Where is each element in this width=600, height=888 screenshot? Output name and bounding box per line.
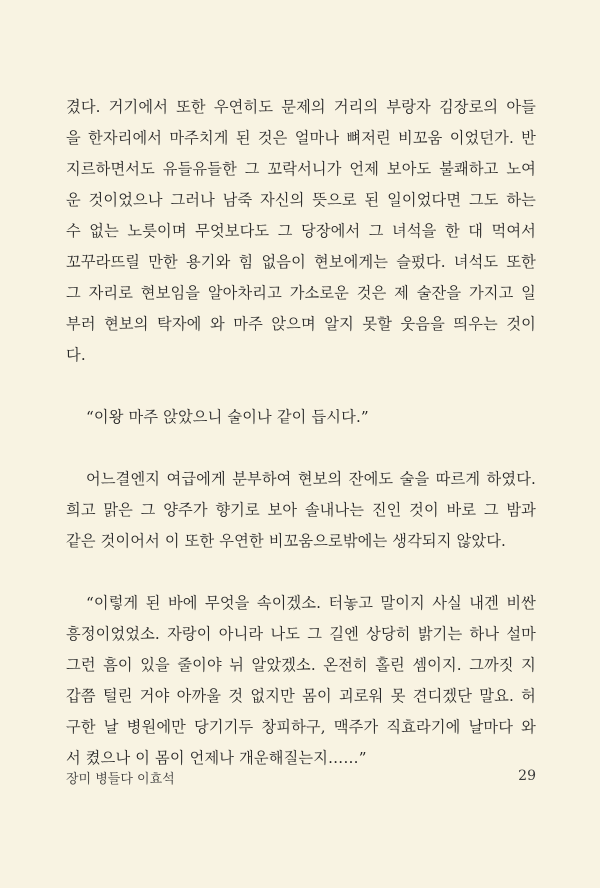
text-line: “이왕 마주 앉았으니 술이나 같이 듭시다.” bbox=[86, 408, 369, 426]
text-line: “이렇게 된 바에 무엇을 속이겠소. 터놓고 말이지 사실 내겐 비싼 bbox=[86, 594, 536, 612]
text-line: 꼬꾸라뜨릴 만한 용기와 힘 없음이 현보에게는 슬펐다. 녀석도 또한 bbox=[66, 253, 536, 271]
text-line: 희고 맑은 그 양주가 향기로 보아 솔내나는 진인 것이 바로 그 밤과 bbox=[66, 501, 536, 519]
text-line: 부러 현보의 탁자에 와 마주 앉으며 알지 못할 웃음을 띄우는 것이 bbox=[66, 315, 536, 333]
text-line: 서 켰으나 이 몸이 언제나 개운해질는지……” bbox=[66, 749, 367, 767]
text-line: 운 것이었으나 그러나 남죽 자신의 뜻으로 된 일이었다면 그도 하는 bbox=[66, 191, 536, 209]
text-line: 다. bbox=[66, 346, 86, 364]
running-title: 장미 병들다 이효석 bbox=[66, 772, 175, 787]
text-line: 지르하면서도 유들유들한 그 꼬락서니가 언제 보아도 불쾌하고 노여 bbox=[66, 160, 536, 178]
body-text bbox=[66, 92, 536, 774]
text-line: 겼다. 거기에서 또한 우연히도 문제의 거리의 부랑자 김장로의 아들 bbox=[66, 98, 536, 116]
paragraph-4-dialogue bbox=[66, 588, 536, 774]
text-line: 그런 흠이 있을 줄이야 뉘 알았겠소. 온전히 홀린 셈이지. 그까짓 지 bbox=[66, 656, 536, 674]
paragraph-3 bbox=[66, 464, 536, 557]
paragraph-2-dialogue bbox=[66, 402, 536, 433]
text-line: 어느결엔지 여급에게 분부하여 현보의 잔에도 술을 따르게 하였다. bbox=[86, 470, 536, 488]
paragraph-1 bbox=[66, 92, 536, 371]
text-line: 을 한자리에서 마주치게 된 것은 얼마나 뼈저린 비꼬움 이었던가. 반 bbox=[66, 129, 536, 147]
text-line: 흥정이었었소. 자랑이 아니라 나도 그 길엔 상당히 밝기는 하나 설마 bbox=[66, 625, 536, 643]
page-number: 29 bbox=[518, 768, 536, 784]
text-line: 수 없는 노릇이며 무엇보다도 그 당장에서 그 녀석을 한 대 먹여서 bbox=[66, 222, 536, 240]
text-line: 구한 날 병원에만 당기기두 창피하구, 맥주가 직효라기에 날마다 와 bbox=[66, 718, 536, 736]
text-line: 같은 것이어서 이 또한 우연한 비꼬움으로밖에는 생각되지 않았다. bbox=[66, 532, 506, 550]
text-line: 갑쯤 털린 거야 아까울 것 없지만 몸이 괴로워 못 견디겠단 말요. 허 bbox=[66, 687, 536, 705]
text-line: 그 자리로 현보임을 알아차리고 가소로운 것은 제 술잔을 가지고 일 bbox=[66, 284, 536, 302]
